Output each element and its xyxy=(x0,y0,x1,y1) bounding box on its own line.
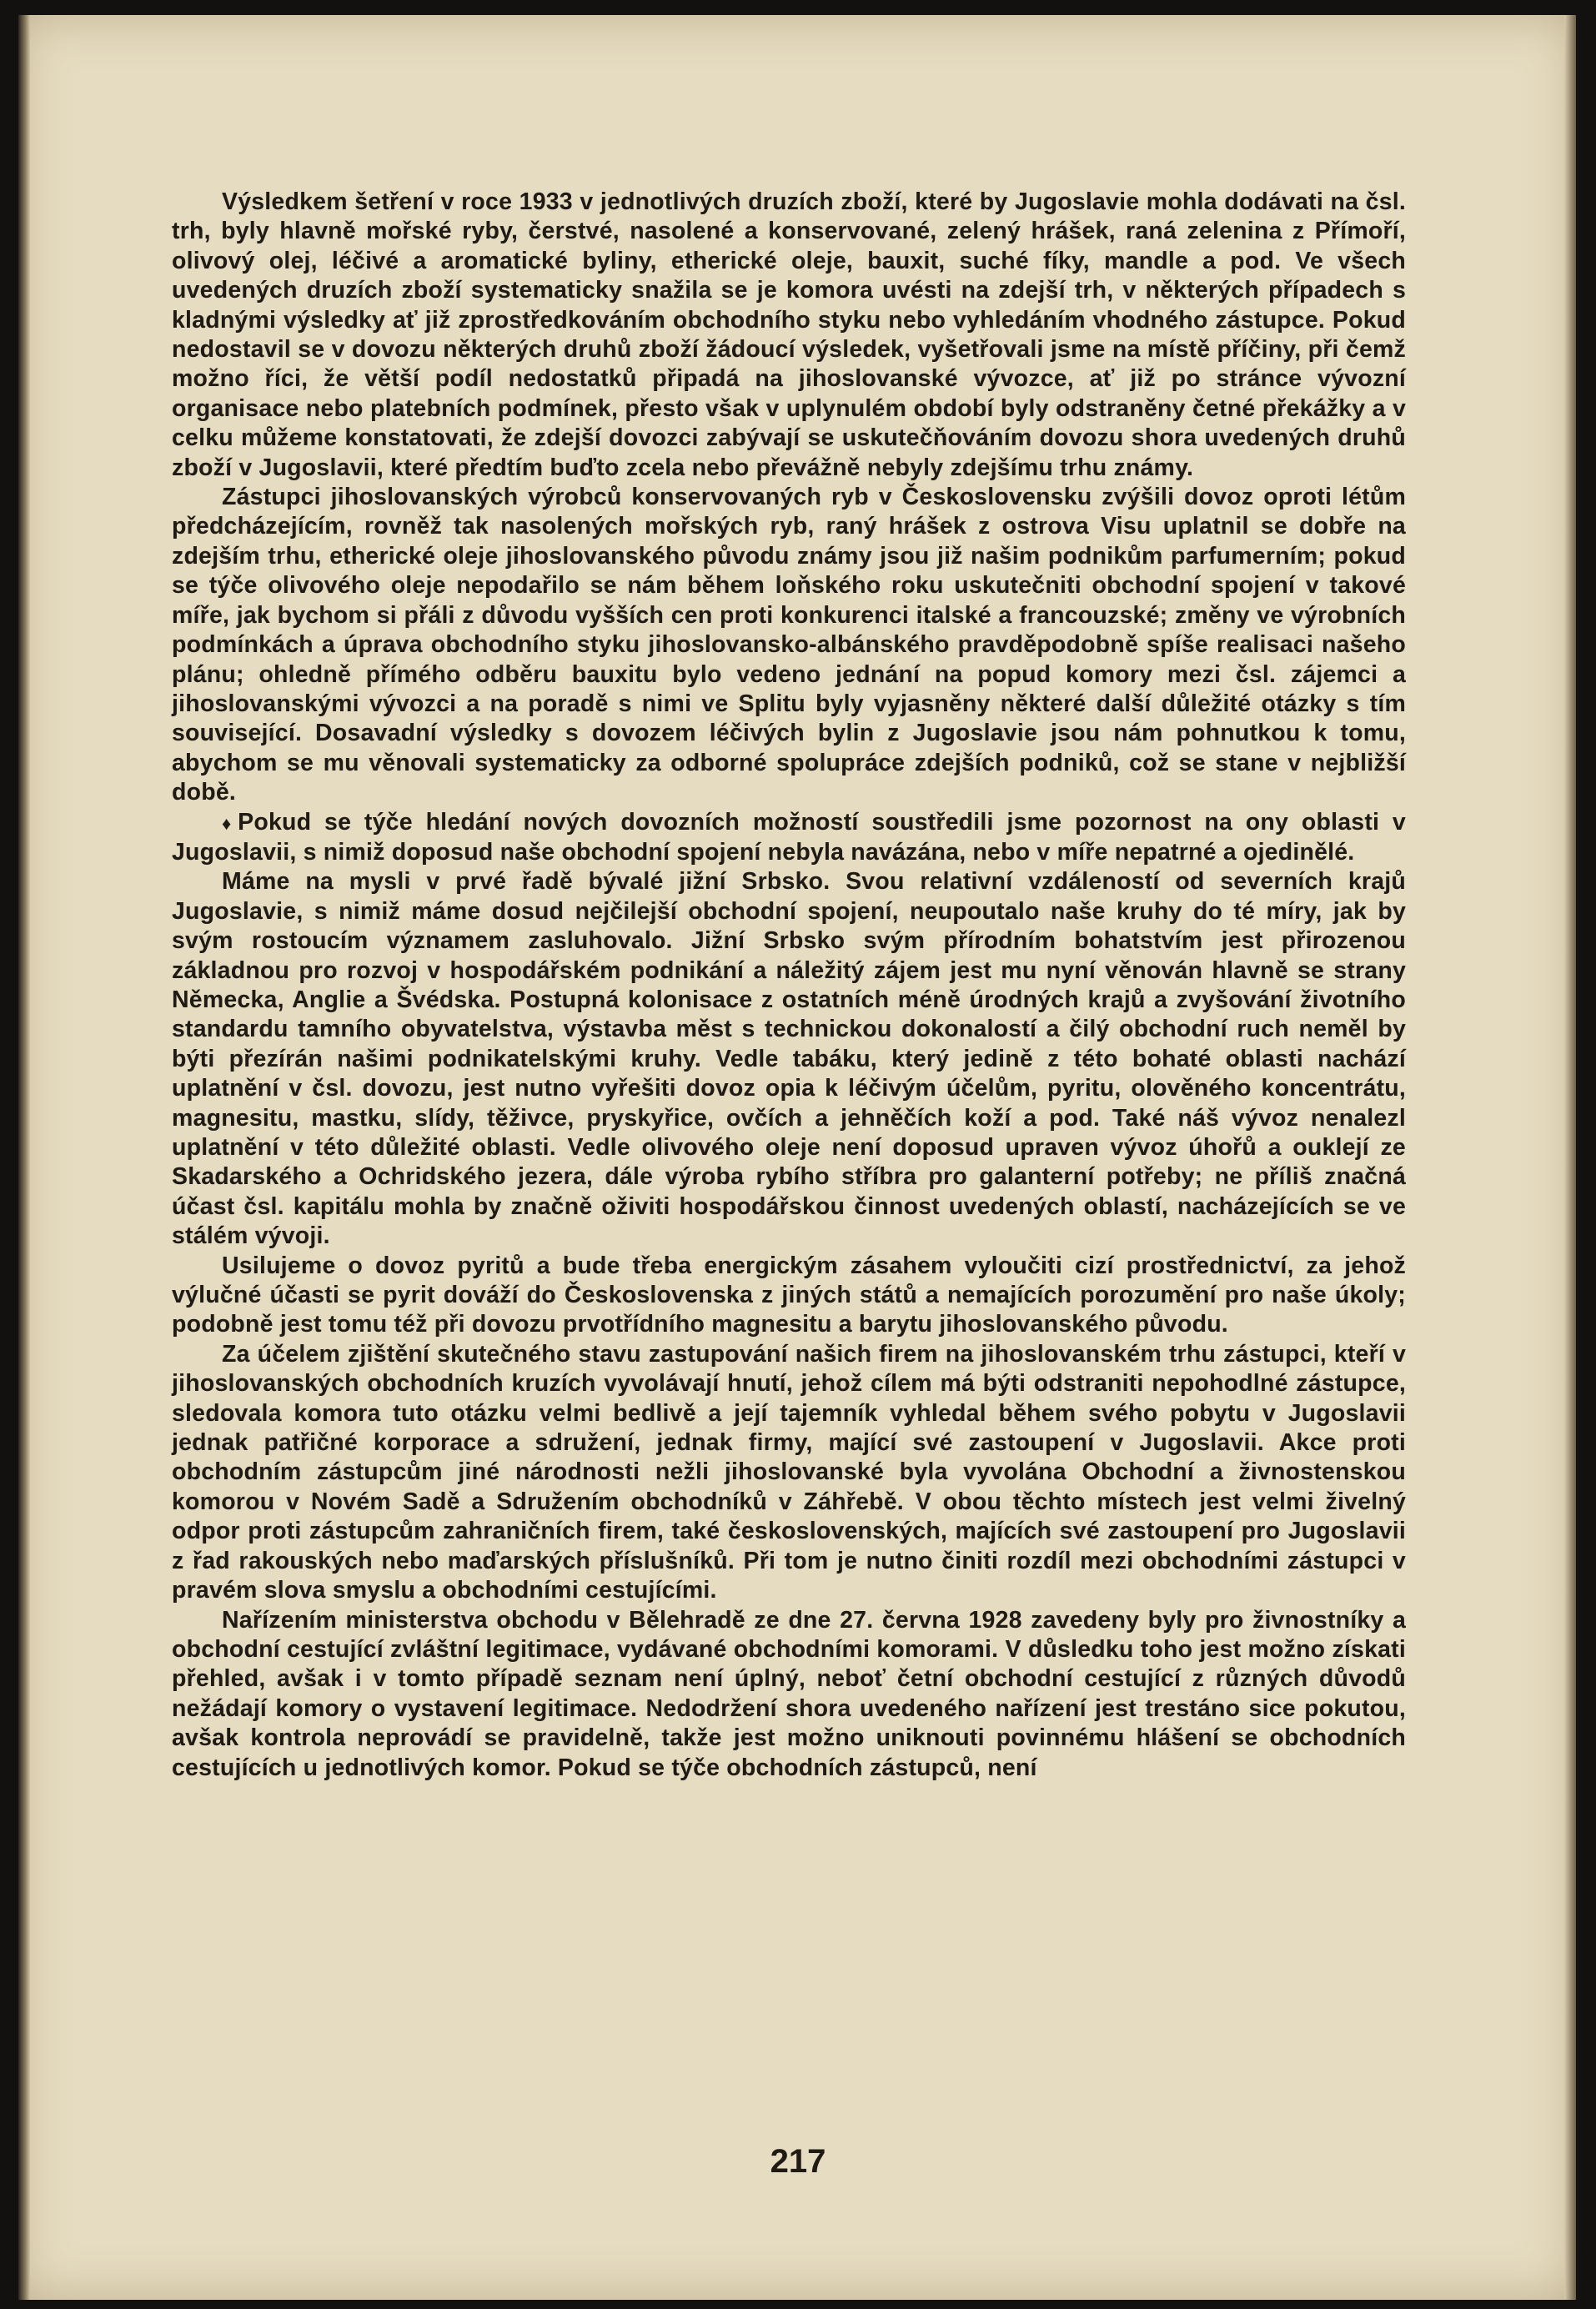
paragraph: Usilujeme o dovoz pyritů a bude třeba energickým zásahem vyloučiti cizí prostřednictví, za jehož výlučné účasti se pyrit dováží do Československa z jiných států a nemajících porozumění pro naše úkoly; podobně jest tomu též při dovozu prvotřídního magnesitu a barytu jihoslovanského původu. xyxy=(172,1252,1406,1338)
page-number: 217 xyxy=(770,2143,826,2180)
paragraph: Nařízením ministerstva obchodu v Bělehradě ze dne 27. června 1928 zavedeny byly pro živnostníky a obchodní cestující zvláštní legitimace, vydávané obchodními komorami. V důsledku toho jest možno získati přehled, avšak i v tomto případě seznam není úplný, neboť četní obchodní cestující z různých důvodů nežádají komory o vystavení legitimace. Nedodržení shora uvedeného nařízení jest trestáno sice pokutou, avšak kontrola neprovádí se pravidelně, takže jest možno uniknouti povinnému hlášení se obchodních cestujících u jednotlivých komor. Pokud se týče obchodních zástupců, není xyxy=(172,1606,1406,1781)
paragraph: Výsledkem šetření v roce 1933 v jednotlivých druzích zboží, které by Jugoslavie mohla dodávati na čsl. trh, byly hlavně mořské ryby, čerstvé, nasolené a konservované, zelený hrášek, raná zelenina z Přímoří, olivový olej, léčivé a aromatické byliny, etherické oleje, bauxit, suché fíky, mandle a pod. Ve všech uvedených druzích zboží systematicky snažila se je komora uvésti na zdejší trh, v některých případech s kladnými výsledky ať již zprostředkováním obchodního styku nebo vyhledáním vhodného zástupce. Pokud nedostavil se v dovozu některých druhů zboží žádoucí výsledek, vyšetřovali jsme na místě příčiny, při čemž možno říci, že větší podíl nedostatků připadá na jihoslovanské vývozce, ať již po stránce vývozní organisace nebo platebních podmínek, přesto však v uplynulém období byly odstraněny četné překážky a v celku můžeme konstatovati, že zdejší dovozci zabývají se uskutečňováním dovozu shora uvedených druhů zboží v Jugoslavii, které předtím buďto zcela nebo převážně nebyly zdejšímu trhu známy. xyxy=(172,188,1406,481)
binding-edge xyxy=(18,15,30,2300)
paragraph-marker: ♦ xyxy=(222,812,238,834)
paragraph xyxy=(172,808,1406,868)
paragraph: Za účelem zjištění skutečného stavu zastupování našich firem na jihoslovanském trhu zástupci, kteří v jihoslovanských obchodních kruzích vyvolávají hnutí, jehož cílem má býti odstraniti nepohodlné zástupce, sledovala komora tuto otázku velmi bedlivě a její tajemník vyhledal během svého pobytu v Jugoslavii jednak patřičné korporace a sdružení, jednak firmy, mající své zastoupení v Jugoslavii. Akce proti obchodním zástupcům jiné národnosti nežli jihoslovanské byla vyvolána Obchodní a živnostenskou komorou v Novém Sadě a Sdružením obchodníků v Záhřebě. V obou těchto místech jest velmi živelný odpor proti zástupcům zahraničních firem, také československých, majících své zastoupení pro Jugoslavii z řad rakouských nebo maďarských příslušníků. Při tom je nutno činiti rozdíl mezi obchodními zástupci v pravém slova smyslu a obchodními cestujícími. xyxy=(172,1340,1406,1604)
paragraph: Zástupci jihoslovanských výrobců konservovaných ryb v Československu zvýšili dovoz oproti létům předcházejícím, rovněž tak nasolených mořských ryb, raný hrášek z ostrova Visu uplatnil se dobře na zdejším trhu, etherické oleje jihoslovanského původu známy jsou již našim podnikům parfumerním; pokud se týče olivového oleje nepodařilo se nám během loňského roku uskutečniti obchodní spojení v takové míře, jak bychom si přáli z důvodu vyšších cen proti konkurenci italské a francouzské; změny ve výrobních podmínkách a úprava obchodního styku jihoslovansko-albánského pravděpodobně spíše realisaci našeho plánu; ohledně přímého odběru bauxitu bylo vedeno jednání na popud komory mezi čsl. zájemci a jihoslovanskými vývozci a na poradě s nimi ve Splitu byly vyjasněny některé další důležité otázky s tím související. Dosavadní výsledky s dovozem léčivých bylin z Jugoslavie jsou nám pohnutkou k tomu, abychom se mu věnovali systematicky za odborné spolupráce zdejších podniků, což se stane v nejbližší době. xyxy=(172,484,1406,806)
body-text xyxy=(172,188,1406,1783)
page-edge xyxy=(1564,15,1576,2300)
paragraph-text: Pokud se týče hledání nových dovozních možností soustředili jsme pozornost na ony oblasti v Jugoslavii, s nimiž doposud naše obchodní spojení nebyla navázána, nebo v míře nepatrné a ojedinělé. xyxy=(172,808,1406,866)
paragraph: Máme na mysli v prvé řadě bývalé jižní Srbsko. Svou relativní vzdáleností od severních krajů Jugoslavie, s nimiž máme dosud nejčilejší obchodní spojení, neupoutalo naše kruhy do té míry, jak by svým rostoucím významem zasluhovalo. Jižní Srbsko svým přírodním bohatstvím jest přirozenou základnou pro rozvoj v hospodářském podnikání a náležitý zájem jest mu nyní věnován hlavně se strany Německa, Anglie a Švédska. Postupná kolonisace z ostatních méně úrodných krajů a zvyšování životního standardu tamního obyvatelstva, výstavba měst s technickou dokonalostí a čilý obchodní ruch neměl by býti přezírán našimi podnikatelskými kruhy. Vedle tabáku, který jedině z této bohaté oblasti nachází uplatnění v čsl. dovozu, jest nutno vyřešiti dovoz opia k léčivým účelům, pyritu, olověného koncentrátu, magnesitu, mastku, slídy, těživce, pryskyřice, ovčích a jehněčích koží a pod. Také náš vývoz nenalezl uplatnění v této důležité oblasti. Vedle olivového oleje není doposud upraven vývoz úhořů a ouklejí ze Skadarského a Ochridského jezera, dále výroba rybího stříbra pro galanterní potřeby; ne příliš značná účast čsl. kapitálu mohla by značně oživiti hospodářskou činnost uvedených oblastí, nacházejících se ve stálém vývoji. xyxy=(172,868,1406,1250)
